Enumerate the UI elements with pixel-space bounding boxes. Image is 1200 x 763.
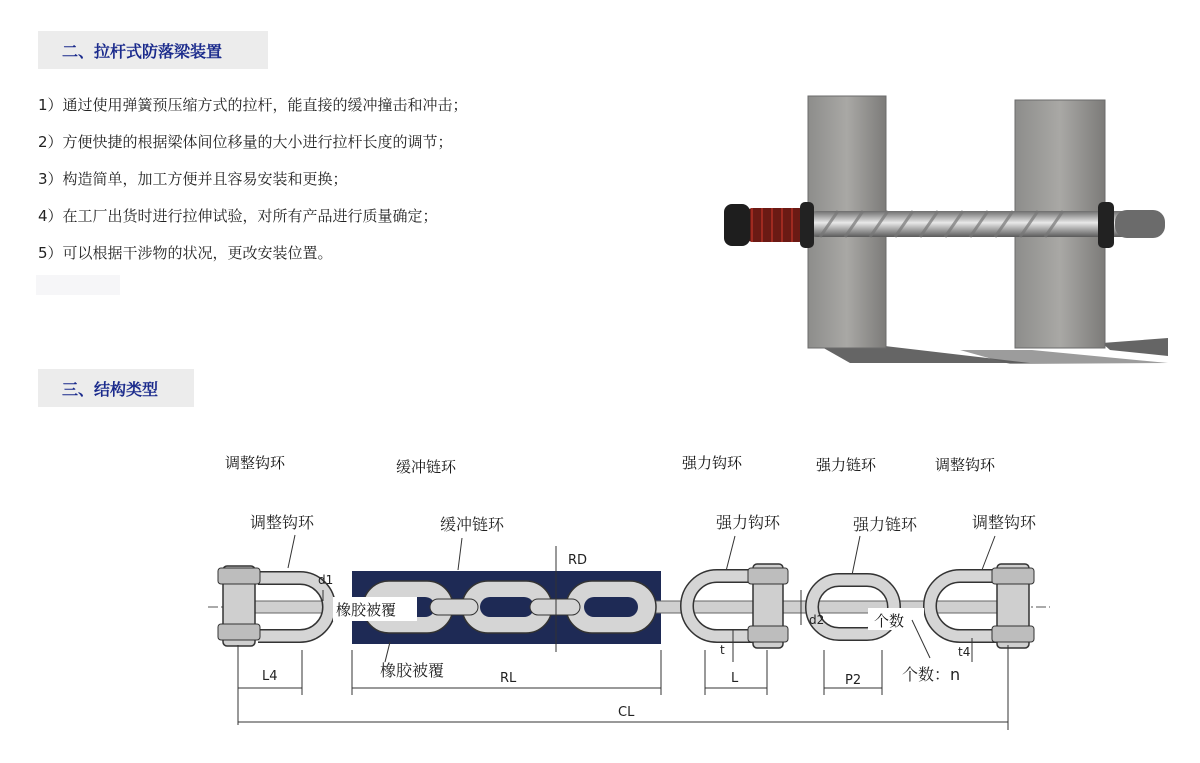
dim-d1: d1 — [318, 573, 334, 587]
count-label-lower: 个数：n — [902, 665, 961, 684]
top-label-strong-hook: 强力钩环 — [682, 454, 743, 472]
dim-rl: RL — [500, 671, 517, 686]
callout-strong-hook: 强力钩环 — [716, 513, 781, 532]
count-label-inner: 个数 — [874, 612, 905, 630]
dim-p2: P2 — [845, 673, 862, 688]
section-title-tie-rod: 二、拉杆式防落梁装置 — [38, 31, 268, 69]
faint-placeholder-box — [36, 275, 120, 295]
feature-list — [38, 93, 468, 278]
dim-d2: d2 — [809, 613, 825, 627]
dim-t: t — [720, 643, 725, 657]
callout-adjust-hook: 调整钩环 — [250, 513, 315, 532]
chain-structure-diagram — [200, 440, 1060, 740]
top-label-buffer-link: 缓冲链环 — [396, 458, 457, 476]
callout-strong-link: 强力链环 — [853, 515, 918, 534]
dim-rd: RD — [568, 553, 588, 568]
callout-adjust-hook-right: 调整钩环 — [972, 513, 1037, 532]
top-label-adjust-hook: 调整钩环 — [225, 454, 286, 472]
feature-item: 1）通过使用弹簧预压缩方式的拉杆，能直接的缓冲撞击和冲击； — [38, 96, 468, 114]
dim-cl: CL — [618, 705, 635, 720]
feature-item: 3）构造简单，加工方便并且容易安装和更换； — [38, 170, 348, 188]
callout-buffer-link: 缓冲链环 — [440, 515, 505, 534]
top-label-strong-link: 强力链环 — [816, 456, 877, 474]
feature-item: 4）在工厂出货时进行拉伸试验，对所有产品进行质量确定； — [38, 207, 438, 225]
dim-l: L — [731, 671, 739, 686]
rubber-label-lower: 橡胶被覆 — [380, 661, 445, 680]
feature-item: 5）可以根据干涉物的状况，更改安装位置。 — [38, 244, 333, 262]
section-title-structure-types: 三、结构类型 — [38, 369, 194, 407]
rubber-label-inner: 橡胶被覆 — [336, 601, 397, 619]
tie-rod-photo — [710, 88, 1168, 370]
top-label-adjust-hook-right: 调整钩环 — [935, 456, 996, 474]
feature-item: 2）方便快捷的根据梁体间位移量的大小进行拉杆长度的调节； — [38, 133, 453, 151]
dim-t4: t4 — [958, 645, 971, 659]
dim-l4: L4 — [262, 669, 278, 684]
